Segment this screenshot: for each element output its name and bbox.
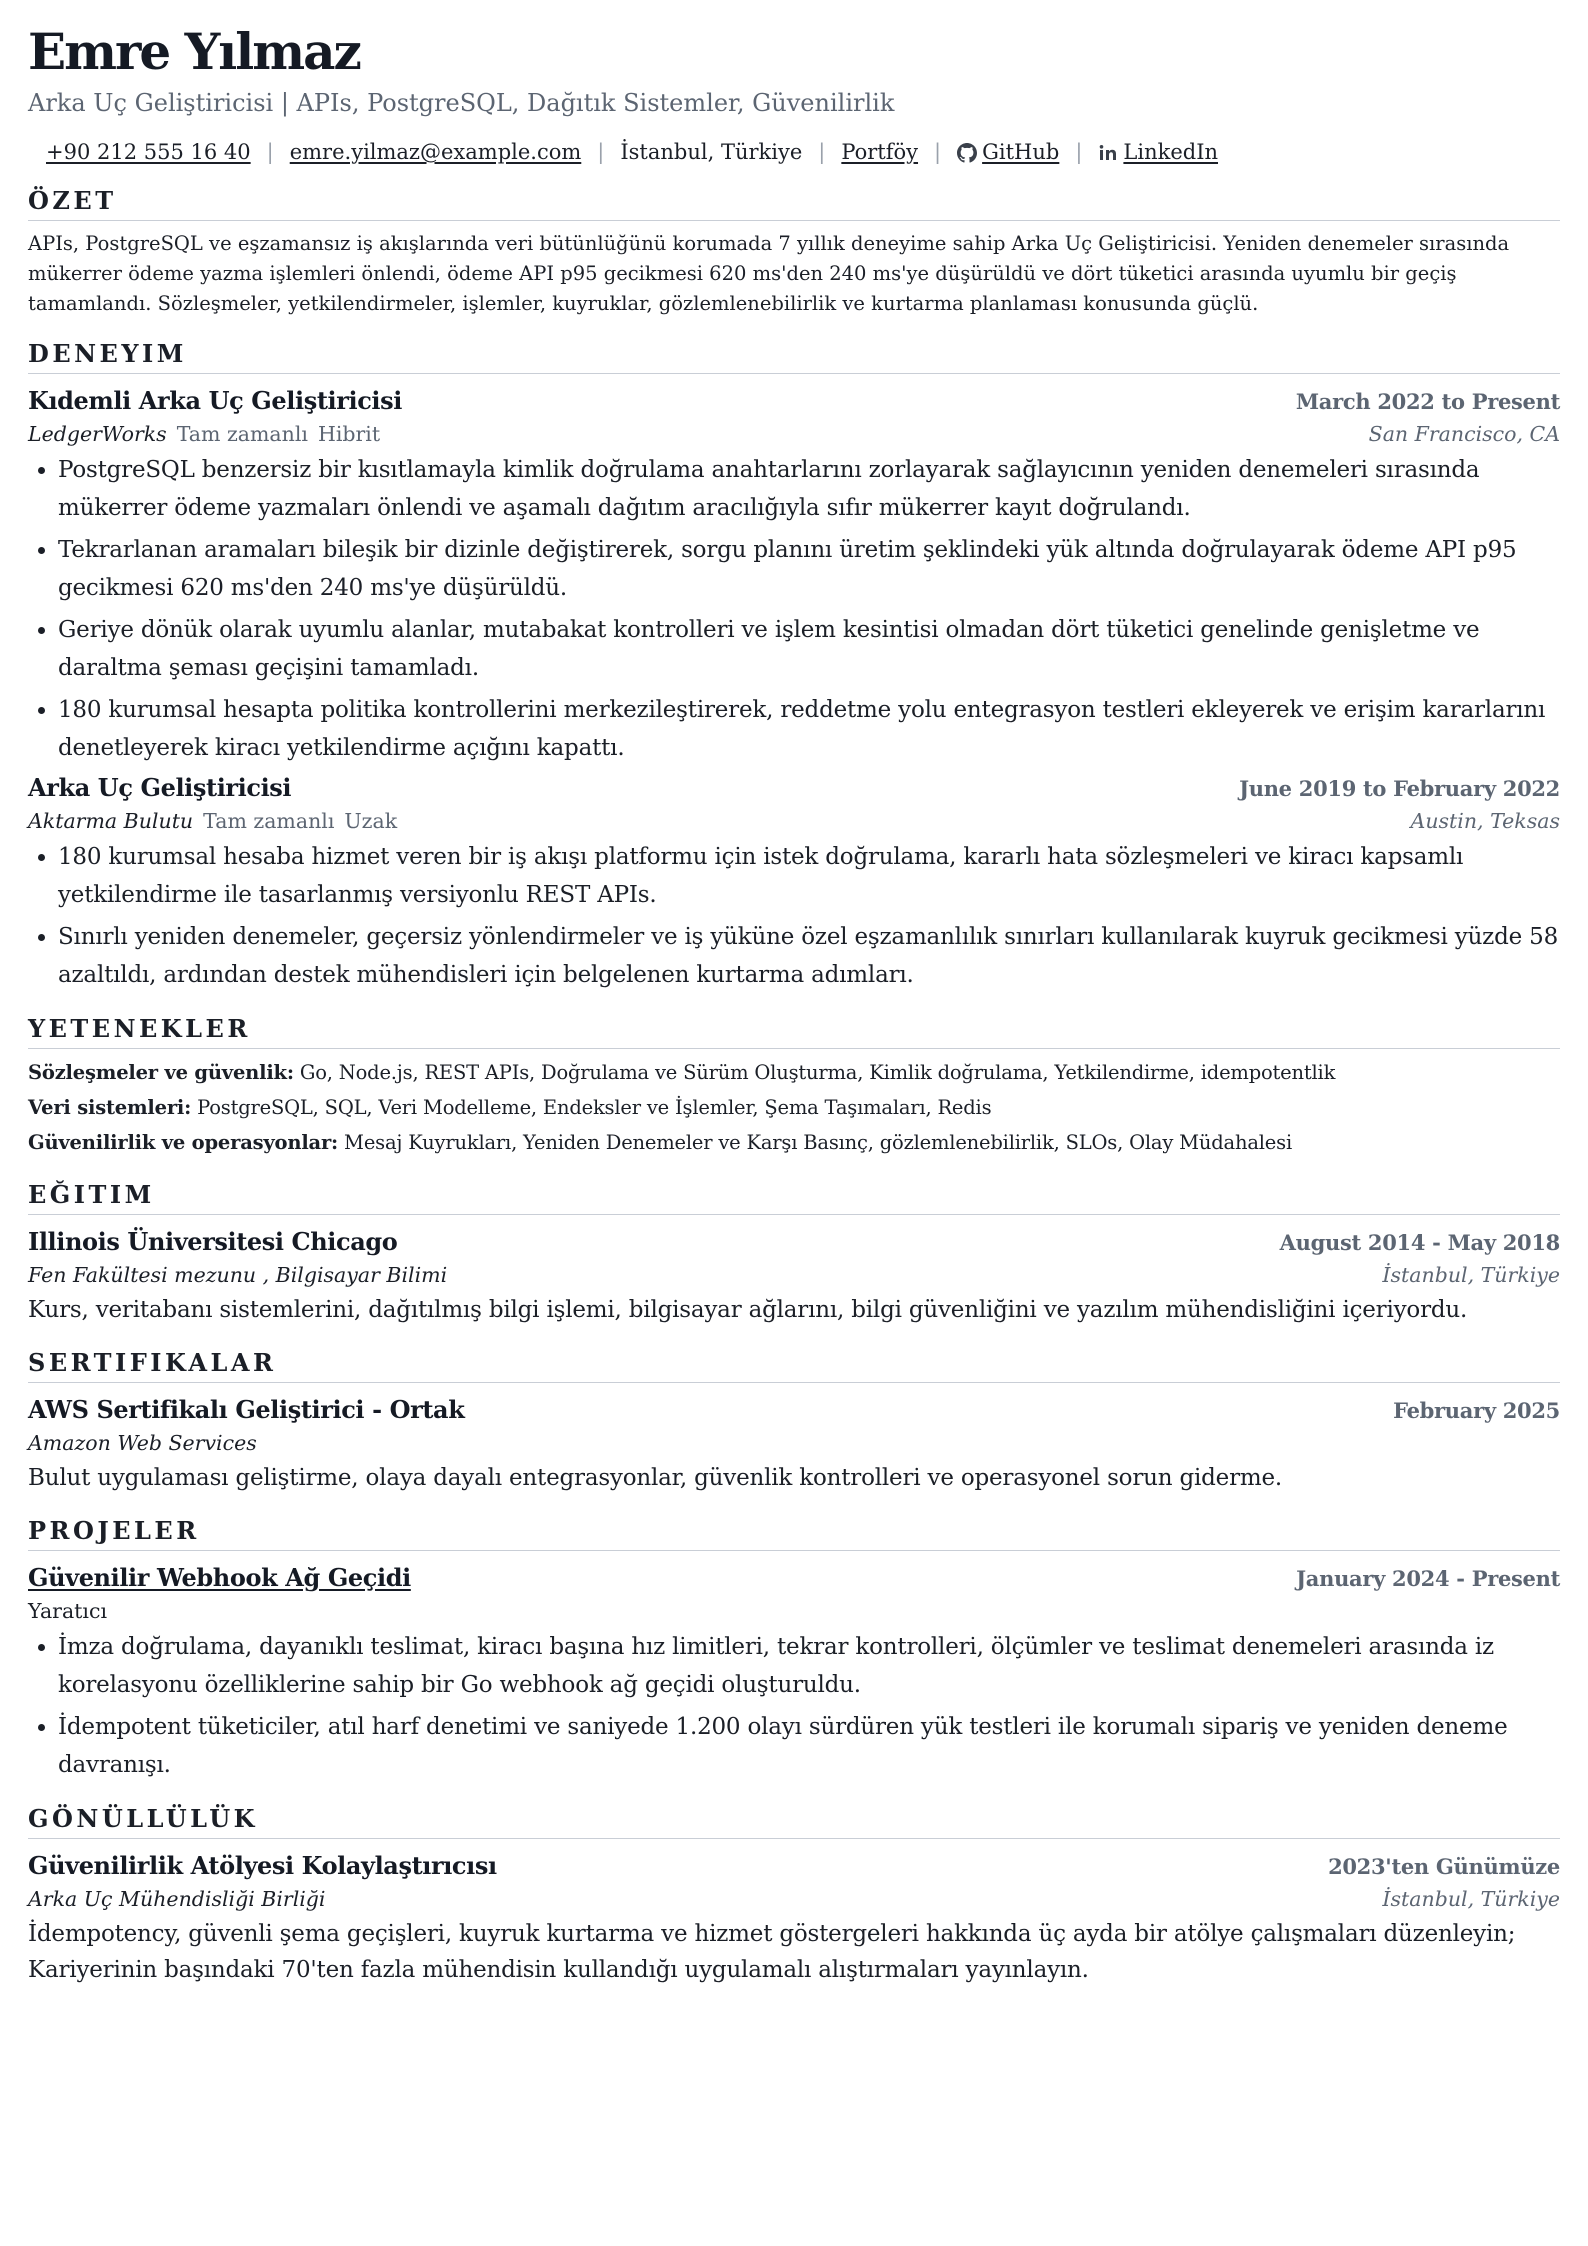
- bullet-item: • Sınırlı yeniden denemeler, geçersiz yönlendirmeler ve iş yüküne özel eşzamanlılık sınırları kullanılarak kuyruk gecikmesi yüzde 58 azaltıldı, ardından destek mühendisleri için belgelenen kurtarma adımları.: [58, 918, 1560, 994]
- summary-text: APIs, PostgreSQL ve eşzamansız iş akışlarında veri bütünlüğünü korumada 7 yıllık deneyime sahip Arka Uç Geliştiricisi. Yeniden denemeler sırasında mükerrer ödeme yazma işlemleri önlendi, ödeme API p95 gecikmesi 620 ms'den 240 ms'ye düşürüldü ve dört tüketici arasında uyumlu bir geçiş tamamlandı. Sözleşmeler, yetkilendirmeler, işlemler, kuyruklar, gözlemlenebilirlik ve kurtarma planlaması konusunda güçlü.: [28, 232, 1510, 315]
- location-text: İstanbul, Türkiye: [620, 140, 803, 164]
- separator: |: [818, 140, 826, 164]
- company-name: LedgerWorks: [28, 422, 167, 446]
- volunteer-org: Arka Uç Mühendisliği Birliği: [28, 1887, 326, 1911]
- skill-row: [28, 1055, 1560, 1090]
- education-entry: [28, 1225, 1560, 1328]
- separator: |: [1075, 140, 1083, 164]
- skill-category: Sözleşmeler ve güvenlik:: [28, 1061, 294, 1084]
- github-icon: [957, 142, 977, 162]
- job-title: Arka Uç Geliştiricisi: [28, 773, 292, 802]
- school-name: Illinois Üniversitesi Chicago: [28, 1227, 398, 1256]
- bullet-item: • İdempotent tüketiciler, atıl harf denetimi ve saniyede 1.200 olayı sürdüren yük testleri ile korumalı sipariş ve yeniden deneme davranışı.: [58, 1708, 1560, 1784]
- separator: |: [597, 140, 605, 164]
- job-dates: March 2022 to Present: [1295, 389, 1560, 414]
- project-role: Yaratıcı: [28, 1599, 108, 1623]
- certification-issuer: Amazon Web Services: [28, 1431, 257, 1455]
- candidate-name: Emre Yılmaz: [28, 22, 360, 81]
- separator: |: [266, 140, 274, 164]
- experience-heading: DENEYIM: [28, 339, 1560, 374]
- skill-row: [28, 1125, 1560, 1160]
- linkedin-icon: [1098, 142, 1118, 162]
- job-bullets: [28, 451, 1560, 767]
- job-dates: June 2019 to February 2022: [1239, 776, 1560, 801]
- skills-list: [28, 1055, 1560, 1160]
- skill-category: Güvenilirlik ve operasyonlar:: [28, 1131, 339, 1154]
- project-bullets: [28, 1628, 1560, 1784]
- volunteer-dates: 2023'ten Günümüze: [1328, 1854, 1560, 1879]
- employment-type: Tam zamanlı: [203, 809, 335, 833]
- email-link[interactable]: emre.yilmaz@example.com: [289, 140, 582, 164]
- github-link[interactable]: GitHub: [982, 140, 1060, 164]
- job-entry: [28, 384, 1560, 767]
- education-location: İstanbul, Türkiye: [1382, 1263, 1560, 1287]
- skill-values: PostgreSQL, SQL, Veri Modelleme, Endeksler ve İşlemler, Şema Taşımaları, Redis: [197, 1096, 992, 1119]
- work-mode: Hibrit: [317, 422, 381, 446]
- phone-link[interactable]: +90 212 555 16 40: [46, 140, 251, 164]
- volunteering-heading: GÖNÜLLÜLÜK: [28, 1804, 1560, 1839]
- certification-entry: [28, 1393, 1560, 1496]
- project-dates: January 2024 - Present: [1296, 1566, 1560, 1591]
- job-title: Kıdemli Arka Uç Geliştiricisi: [28, 386, 402, 415]
- company-name: Aktarma Bulutu: [28, 809, 194, 833]
- volunteer-description: İdempotency, güvenli şema geçişleri, kuyruk kurtarma ve hizmet göstergeleri hakkında üç ayda bir atölye çalışmaları düzenleyin; Kariyerinin başındaki 70'ten fazla mühendisin kullandığı uygulamalı alıştırmaları yayınlayın.: [28, 1921, 1516, 1983]
- bullet-item: • 180 kurumsal hesaba hizmet veren bir iş akışı platformu için istek doğrulama, kararlı hata sözleşmeleri ve kiracı kapsamlı yetkilendirme ile tasarlanmış versiyonlu REST APIs.: [58, 838, 1560, 914]
- bullet-item: • İmza doğrulama, dayanıklı teslimat, kiracı başına hız limitleri, tekrar kontrolleri, ölçümler ve teslimat denemeleri arasında iz korelasyonu özelliklerine sahip bir Go webhook ağ geçidi oluşturuldu.: [58, 1628, 1560, 1704]
- volunteer-role: Güvenilirlik Atölyesi Kolaylaştırıcısı: [28, 1851, 497, 1880]
- bullet-item: • 180 kurumsal hesapta politika kontrollerini merkezileştirerek, reddetme yolu entegrasyon testleri ekleyerek ve erişim kararlarını denetleyerek kiracı yetkilendirme açığını kapattı.: [58, 691, 1560, 767]
- skill-values: Mesaj Kuyrukları, Yeniden Denemeler ve Karşı Basınç, gözlemlenebilirlik, SLOs, Olay Müdahalesi: [344, 1131, 1292, 1154]
- education-heading: EĞITIM: [28, 1180, 1560, 1215]
- skill-row: [28, 1090, 1560, 1125]
- work-mode: Uzak: [344, 809, 398, 833]
- bullet-item: • PostgreSQL benzersiz bir kısıtlamayla kimlik doğrulama anahtarlarını zorlayarak sağlayıcının yeniden denemeleri sırasında mükerrer ödeme yazmaları önlendi ve aşamalı dağıtım aracılığıyla sıfır mükerrer kayıt doğrulandı.: [58, 451, 1560, 527]
- job-entry: [28, 771, 1560, 994]
- education-dates: August 2014 - May 2018: [1279, 1230, 1560, 1255]
- job-location: Austin, Teksas: [1410, 809, 1560, 833]
- contact-bar: [46, 138, 1560, 166]
- job-location: San Francisco, CA: [1368, 422, 1560, 446]
- education-description: Kurs, veritabanı sistemlerini, dağıtılmış bilgi işlemi, bilgisayar ağlarını, bilgi güvenliğini ve yazılım mühendisliğini içeriyordu.: [28, 1297, 1468, 1323]
- linkedin-link[interactable]: LinkedIn: [1123, 140, 1219, 164]
- projects-heading: PROJELER: [28, 1516, 1560, 1551]
- separator: |: [934, 140, 942, 164]
- volunteering-entry: [28, 1849, 1560, 1988]
- certification-date: February 2025: [1393, 1398, 1560, 1423]
- skill-category: Veri sistemleri:: [28, 1096, 192, 1119]
- project-entry: [28, 1561, 1560, 1784]
- degree: Fen Fakültesi mezunu , Bilgisayar Bilimi: [28, 1263, 448, 1287]
- project-name-link[interactable]: Güvenilir Webhook Ağ Geçidi: [28, 1563, 411, 1592]
- skill-values: Go, Node.js, REST APIs, Doğrulama ve Sürüm Oluşturma, Kimlik doğrulama, Yetkilendirme, idempotentlik: [299, 1061, 1336, 1084]
- job-bullets: [28, 838, 1560, 994]
- certifications-heading: SERTIFIKALAR: [28, 1348, 1560, 1383]
- certification-description: Bulut uygulaması geliştirme, olaya dayalı entegrasyonlar, güvenlik kontrolleri ve operasyonel sorun giderme.: [28, 1465, 1282, 1491]
- volunteer-location: İstanbul, Türkiye: [1382, 1887, 1560, 1911]
- employment-type: Tam zamanlı: [176, 422, 308, 446]
- summary-heading: ÖZET: [28, 186, 1560, 221]
- headline: Arka Uç Geliştiricisi | APIs, PostgreSQL, Dağıtık Sistemler, Güvenilirlik: [28, 89, 895, 117]
- bullet-item: • Geriye dönük olarak uyumlu alanlar, mutabakat kontrolleri ve işlem kesintisi olmadan dört tüketici genelinde genişletme ve daraltma şeması geçişini tamamladı.: [58, 611, 1560, 687]
- portfolio-link[interactable]: Portföy: [841, 140, 919, 164]
- skills-heading: YETENEKLER: [28, 1014, 1560, 1049]
- bullet-item: • Tekrarlanan aramaları bileşik bir dizinle değiştirerek, sorgu planını üretim şeklindeki yük altında doğrulayarak ödeme API p95 gecikmesi 620 ms'den 240 ms'ye düşürüldü.: [58, 531, 1560, 607]
- certification-name: AWS Sertifikalı Geliştirici - Ortak: [28, 1395, 465, 1424]
